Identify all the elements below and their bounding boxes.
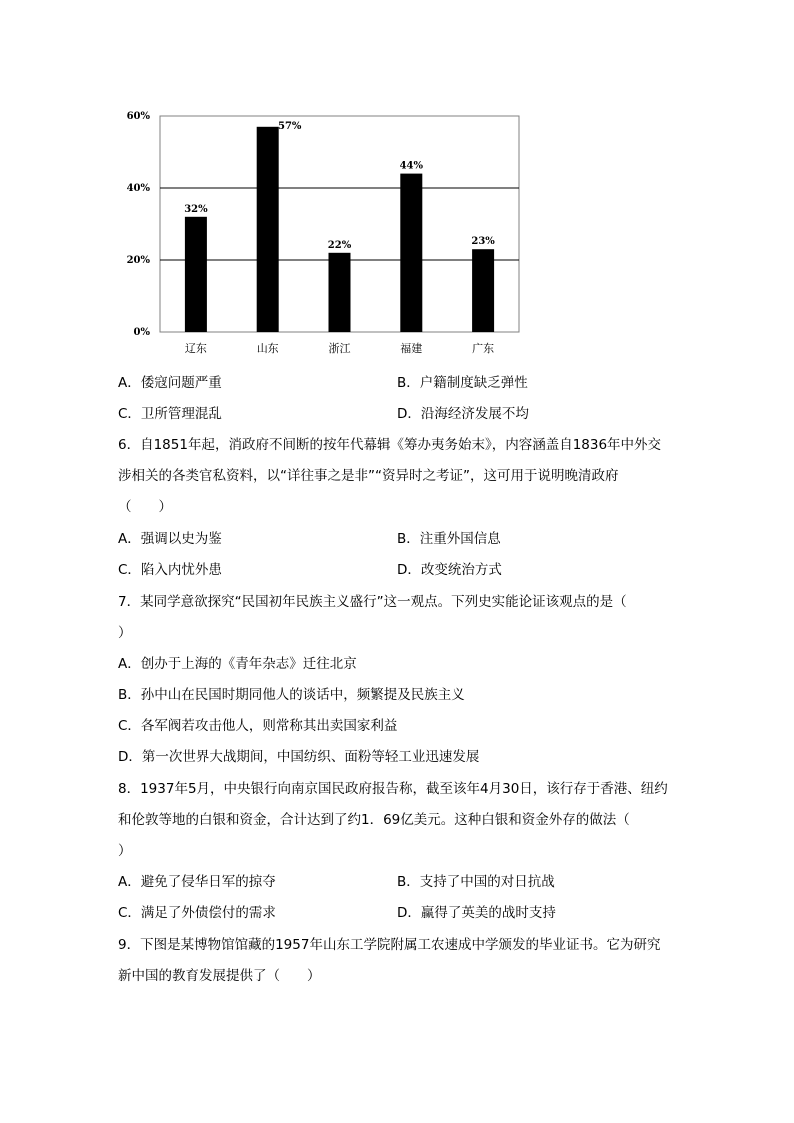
y-tick-label: 40% xyxy=(126,183,150,194)
q6-stem-line1: 6．自1851年起，消政府不间断的按年代幕辑《筹办夷务始末》，内容涵盖自1836年中外交 xyxy=(118,437,662,453)
data-label: 57% xyxy=(277,120,302,132)
y-tick-label: 0% xyxy=(133,327,150,338)
x-tick-label: 辽东 xyxy=(184,342,207,355)
x-tick-label: 福建 xyxy=(400,342,423,355)
y-tick-label: 60% xyxy=(126,111,150,122)
data-label: 44% xyxy=(399,160,424,172)
q8-option-b: B．支持了中国的对日抗战 xyxy=(397,874,555,890)
q6-option-c: C．陷入内忧外患 xyxy=(118,562,222,578)
q9-stem-line2: 新中国的教育发展提供了（ ） xyxy=(118,968,321,984)
x-tick-label: 广东 xyxy=(472,342,495,355)
data-label: 23% xyxy=(471,236,495,248)
q7-option-d: D．第一次世界大战期间，中国纺织、面粉等轻工业迅速发展 xyxy=(118,749,480,765)
y-tick-label: 20% xyxy=(126,255,150,266)
bar xyxy=(400,174,422,332)
bar xyxy=(185,217,207,332)
q6-option-a: A．强调以史为鉴 xyxy=(118,531,222,547)
q7-stem-line1: 7．某同学意欲探究“民国初年民族主义盛行”这一观点。下列史实能论证该观点的是（ xyxy=(118,594,627,610)
q6-stem-line3: （ ） xyxy=(118,499,172,515)
data-label: 22% xyxy=(327,239,352,251)
x-tick-label: 浙江 xyxy=(328,342,351,355)
q8-option-d: D．赢得了英美的战时支持 xyxy=(397,905,556,921)
q5-option-b: B．户籍制度缺乏弹性 xyxy=(397,375,528,391)
q6-option-d: D．改变统治方式 xyxy=(397,562,502,578)
bar-chart xyxy=(120,110,530,360)
q8-option-a: A．避免了侵华日军的掠夺 xyxy=(118,874,276,890)
q5-option-c: C．卫所管理混乱 xyxy=(118,406,222,422)
q7-option-c: C．各军阀若攻击他人，则常称其出卖国家利益 xyxy=(118,718,398,734)
q8-stem-line3: ） xyxy=(118,843,132,859)
bar xyxy=(472,249,494,332)
q6-option-b: B．注重外国信息 xyxy=(397,531,501,547)
x-tick-label: 山东 xyxy=(256,342,279,355)
q8-stem-line1: 8．1937年5月，中央银行向南京国民政府报告称，截至该年4月30日，该行存于香港、纽约 xyxy=(118,781,668,797)
q8-stem-line2: 和伦敦等地的白银和资金，合计达到了约1．69亿美元。这种白银和资金外存的做法（ xyxy=(118,812,630,828)
q8-option-c: C．满足了外债偿付的需求 xyxy=(118,905,276,921)
q7-option-a: A．创办于上海的《青年杂志》迁往北京 xyxy=(118,656,357,672)
q5-option-a: A．倭寇问题严重 xyxy=(118,375,222,391)
q5-option-d: D．沿海经济发展不均 xyxy=(397,406,529,422)
bar xyxy=(257,127,279,332)
q7-option-b: B．孙中山在民国时期同他人的谈话中，频繁提及民族主义 xyxy=(118,687,465,703)
bar xyxy=(329,253,351,332)
q6-stem-line2: 涉相关的各类官私资料，以“详往事之是非”“资异时之考证”，这可用于说明晚清政府 xyxy=(118,468,619,484)
q7-stem-line2: ） xyxy=(118,625,132,641)
data-label: 32% xyxy=(184,203,208,215)
q9-stem-line1: 9．下图是某博物馆馆藏的1957年山东工学院附属工农速成中学颁发的毕业证书。它为研究 xyxy=(118,937,661,953)
